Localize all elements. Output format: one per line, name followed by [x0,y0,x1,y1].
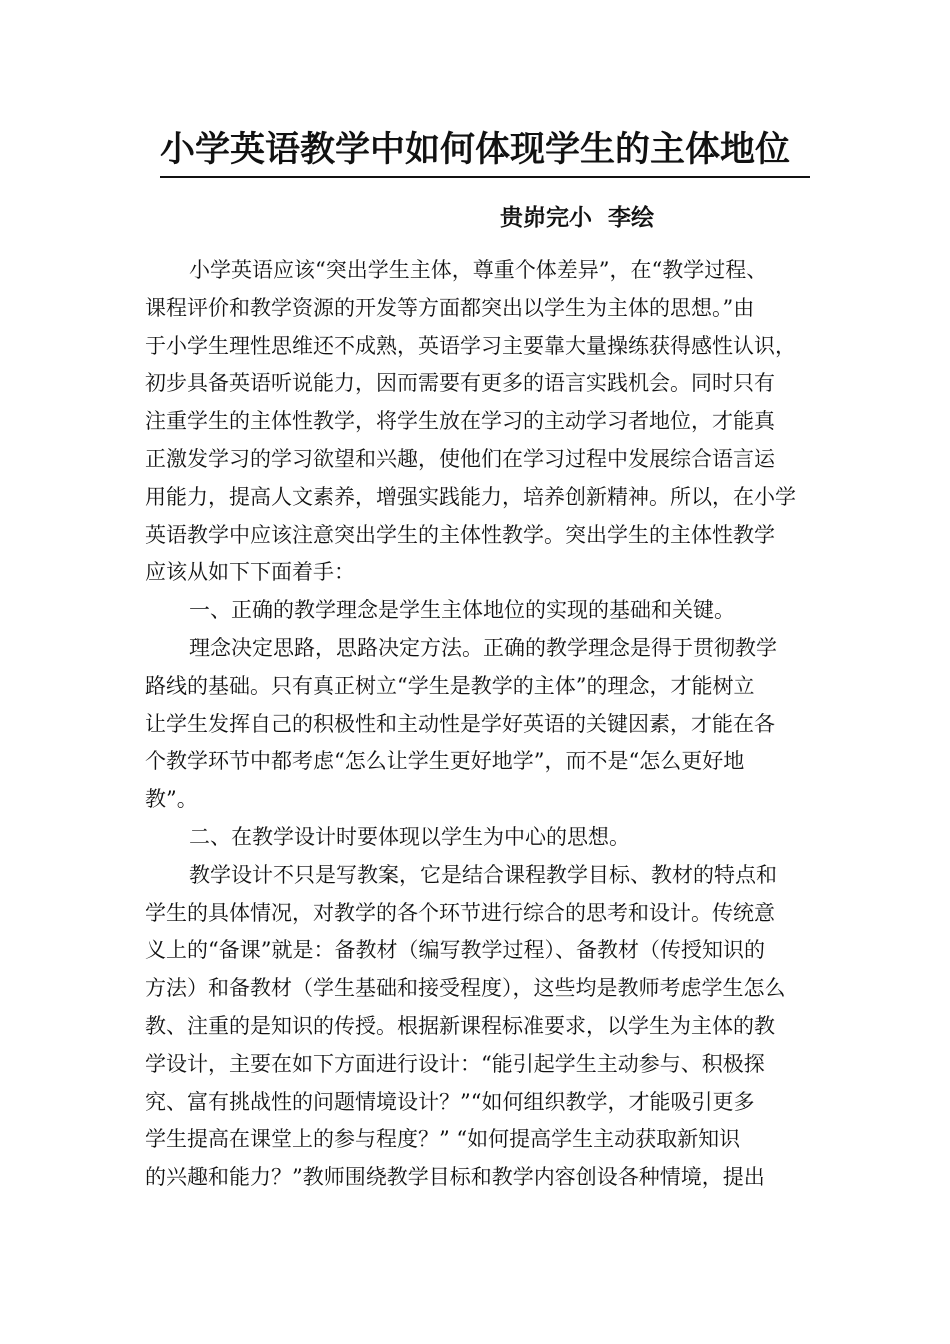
text-line: 让学生发挥自己的积极性和主动性是学好英语的关键因素，才能在各 [145,711,775,736]
page-title: 小学英语教学中如何体现学生的主体地位 [160,126,810,178]
text-line: 教”。 [145,787,198,812]
text-line: 注重学生的主体性教学，将学生放在学习的主动学习者地位，才能真 [145,409,775,434]
text-line: 二、在教学设计时要体现以学生为中心的思想。 [189,824,630,849]
author-name: 李绘 [608,205,654,231]
text-line: 于小学生理性思维还不成熟，英语学习主要靠大量操练获得感性认识， [145,333,796,358]
text-line: 学设计，主要在如下方面进行设计：“能引起学生主动参与、积极探 [145,1051,765,1076]
text-line: 路线的基础。只有真正树立“学生是教学的主体”的理念，才能树立 [145,673,755,698]
text-line: 理念决定思路，思路决定方法。正确的教学理念是得于贯彻教学 [189,635,777,660]
text-line: 方法）和备教材（学生基础和接受程度），这些均是教师考虑学生怎么 [145,976,786,1001]
text-line: 教、注重的是知识的传授。根据新课程标准要求，以学生为主体的教 [145,1013,775,1038]
author-line [500,200,654,236]
text-line: 的兴趣和能力？”教师围绕教学目标和教学内容创设各种情境，提出 [145,1165,765,1190]
text-line: 义上的“备课”就是：备教材（编写教学过程）、备教材（传授知识的 [145,938,765,963]
text-line: 学生的具体情况，对教学的各个环节进行综合的思考和设计。传统意 [145,900,775,925]
text-line: 应该从如下下面着手： [145,560,355,585]
text-line: 英语教学中应该注意突出学生的主体性教学。突出学生的主体性教学 [145,522,775,547]
text-line: 一、正确的教学理念是学生主体地位的实现的基础和关键。 [189,598,735,623]
author-school: 贵峁完小 [500,205,592,231]
text-line: 究、富有挑战性的问题情境设计？”“如何组织教学，才能吸引更多 [145,1089,755,1114]
document-body [145,252,815,1197]
text-line: 教学设计不只是写教案，它是结合课程教学目标、教材的特点和 [189,862,777,887]
text-line: 个教学环节中都考虑“怎么让学生更好地学”，而不是“怎么更好地 [145,749,745,774]
text-line: 正激发学习的学习欲望和兴趣，使他们在学习过程中发展综合语言运 [145,446,775,471]
text-line: 学生提高在课堂上的参与程度？” “如何提高学生主动获取新知识 [145,1127,741,1152]
text-line: 课程评价和教学资源的开发等方面都突出以学生为主体的思想。”由 [145,295,755,320]
text-line: 用能力，提高人文素养，增强实践能力，培养创新精神。所以，在小学 [145,484,796,509]
text-line: 小学英语应该“突出学生主体，尊重个体差异”，在“教学过程、 [189,258,768,282]
text-line: 初步具备英语听说能力，因而需要有更多的语言实践机会。同时只有 [145,371,775,396]
